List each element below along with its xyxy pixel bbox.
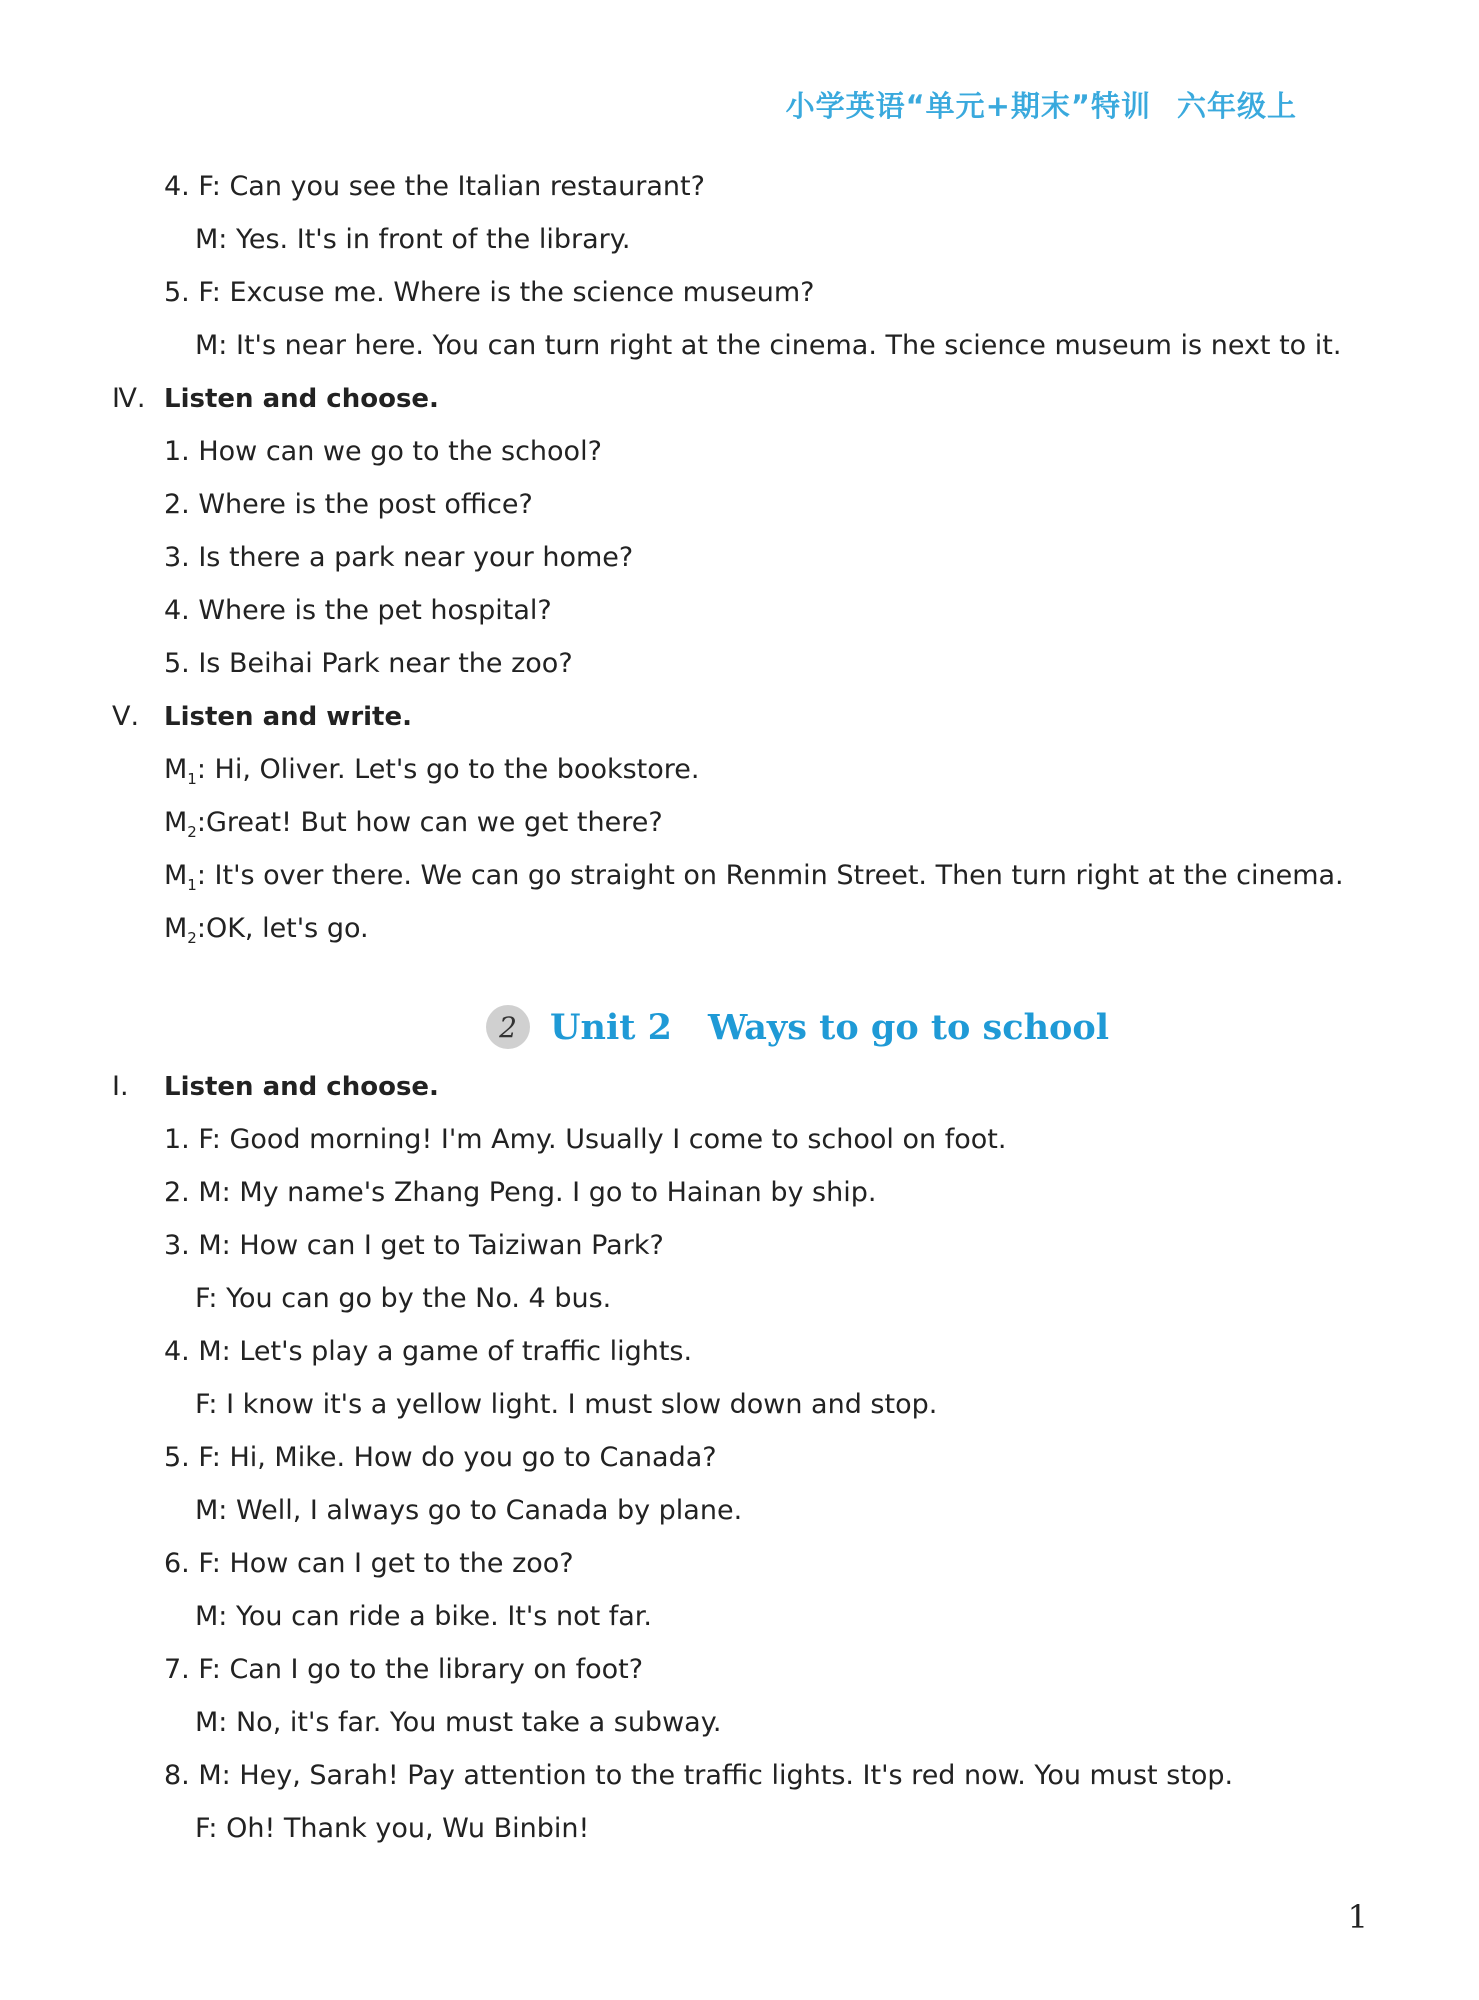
dialogue-line: M: Well, I always go to Canada by plane. bbox=[195, 1495, 743, 1526]
section-title: Listen and write. bbox=[164, 702, 412, 732]
dialogue-line: 8. M: Hey, Sarah! Pay attention to the traffic lights. It's red now. You must stop. bbox=[164, 1760, 1234, 1791]
unit-number-badge: 2 bbox=[486, 1005, 530, 1049]
question-line: 1. How can we go to the school? bbox=[164, 436, 602, 467]
dialogue-line bbox=[164, 912, 369, 955]
dialogue-text: : It's over there. We can go straight on Renmin Street. Then turn right at the cinema. bbox=[196, 860, 1344, 891]
dialogue-line: 1. F: Good morning! I'm Amy. Usually I come to school on foot. bbox=[164, 1124, 1007, 1155]
speaker: M bbox=[164, 807, 188, 838]
speaker-index: 2 bbox=[187, 929, 197, 947]
unit-heading bbox=[550, 1007, 1109, 1048]
speaker-index: 1 bbox=[187, 770, 197, 788]
question-line: 2. Where is the post office? bbox=[164, 489, 533, 520]
dialogue-line: M: Yes. It's in front of the library. bbox=[195, 224, 631, 255]
dialogue-line: F: Oh! Thank you, Wu Binbin! bbox=[195, 1813, 590, 1844]
dialogue-line: 4. F: Can you see the Italian restaurant? bbox=[164, 171, 705, 202]
unit-label: Unit 2 bbox=[550, 1006, 672, 1048]
dialogue-text: :OK, let's go. bbox=[196, 913, 369, 944]
dialogue-line bbox=[164, 859, 1344, 902]
speaker: M bbox=[164, 860, 188, 891]
page-header bbox=[786, 84, 1297, 125]
section-label: Ⅴ. bbox=[112, 701, 140, 732]
question-line: 3. Is there a park near your home? bbox=[164, 542, 634, 573]
speaker-index: 2 bbox=[187, 823, 197, 841]
dialogue-line: 4. M: Let's play a game of traffic lights. bbox=[164, 1336, 693, 1367]
dialogue-text: :Great! But how can we get there? bbox=[196, 807, 663, 838]
speaker-index: 1 bbox=[187, 876, 197, 894]
dialogue-line: F: You can go by the No. 4 bus. bbox=[195, 1283, 612, 1314]
question-line: 4. Where is the pet hospital? bbox=[164, 595, 552, 626]
page-number: 1 bbox=[1347, 1898, 1368, 1936]
section-title: Listen and choose. bbox=[164, 384, 439, 414]
dialogue-line: M: No, it's far. You must take a subway. bbox=[195, 1707, 722, 1738]
dialogue-line: M: You can ride a bike. It's not far. bbox=[195, 1601, 653, 1632]
dialogue-line: F: I know it's a yellow light. I must slow down and stop. bbox=[195, 1389, 938, 1420]
dialogue-line: M: It's near here. You can turn right at the cinema. The science museum is next to it. bbox=[195, 330, 1342, 361]
dialogue-line bbox=[164, 753, 699, 796]
header-book-title: 小学英语“单元+期末”特训 bbox=[785, 89, 1151, 123]
dialogue-line: 5. F: Excuse me. Where is the science museum? bbox=[164, 277, 815, 308]
dialogue-line: 3. M: How can I get to Taiziwan Park? bbox=[164, 1230, 664, 1261]
speaker: M bbox=[164, 913, 188, 944]
unit-name: Ways to go to school bbox=[707, 1006, 1109, 1048]
dialogue-line: 6. F: How can I get to the zoo? bbox=[164, 1548, 574, 1579]
dialogue-line: 2. M: My name's Zhang Peng. I go to Hainan by ship. bbox=[164, 1177, 877, 1208]
dialogue-line: 7. F: Can I go to the library on foot? bbox=[164, 1654, 644, 1685]
dialogue-line bbox=[164, 806, 663, 849]
dialogue-line: 5. F: Hi, Mike. How do you go to Canada? bbox=[164, 1442, 717, 1473]
section-label: Ⅰ. bbox=[112, 1071, 129, 1102]
question-line: 5. Is Beihai Park near the zoo? bbox=[164, 648, 573, 679]
unit-title bbox=[486, 1005, 1109, 1049]
header-grade: 六年级上 bbox=[1176, 89, 1297, 123]
speaker: M bbox=[164, 754, 188, 785]
dialogue-text: : Hi, Oliver. Let's go to the bookstore. bbox=[196, 754, 700, 785]
section-title: Listen and choose. bbox=[164, 1072, 439, 1102]
section-label: Ⅳ. bbox=[112, 383, 146, 414]
